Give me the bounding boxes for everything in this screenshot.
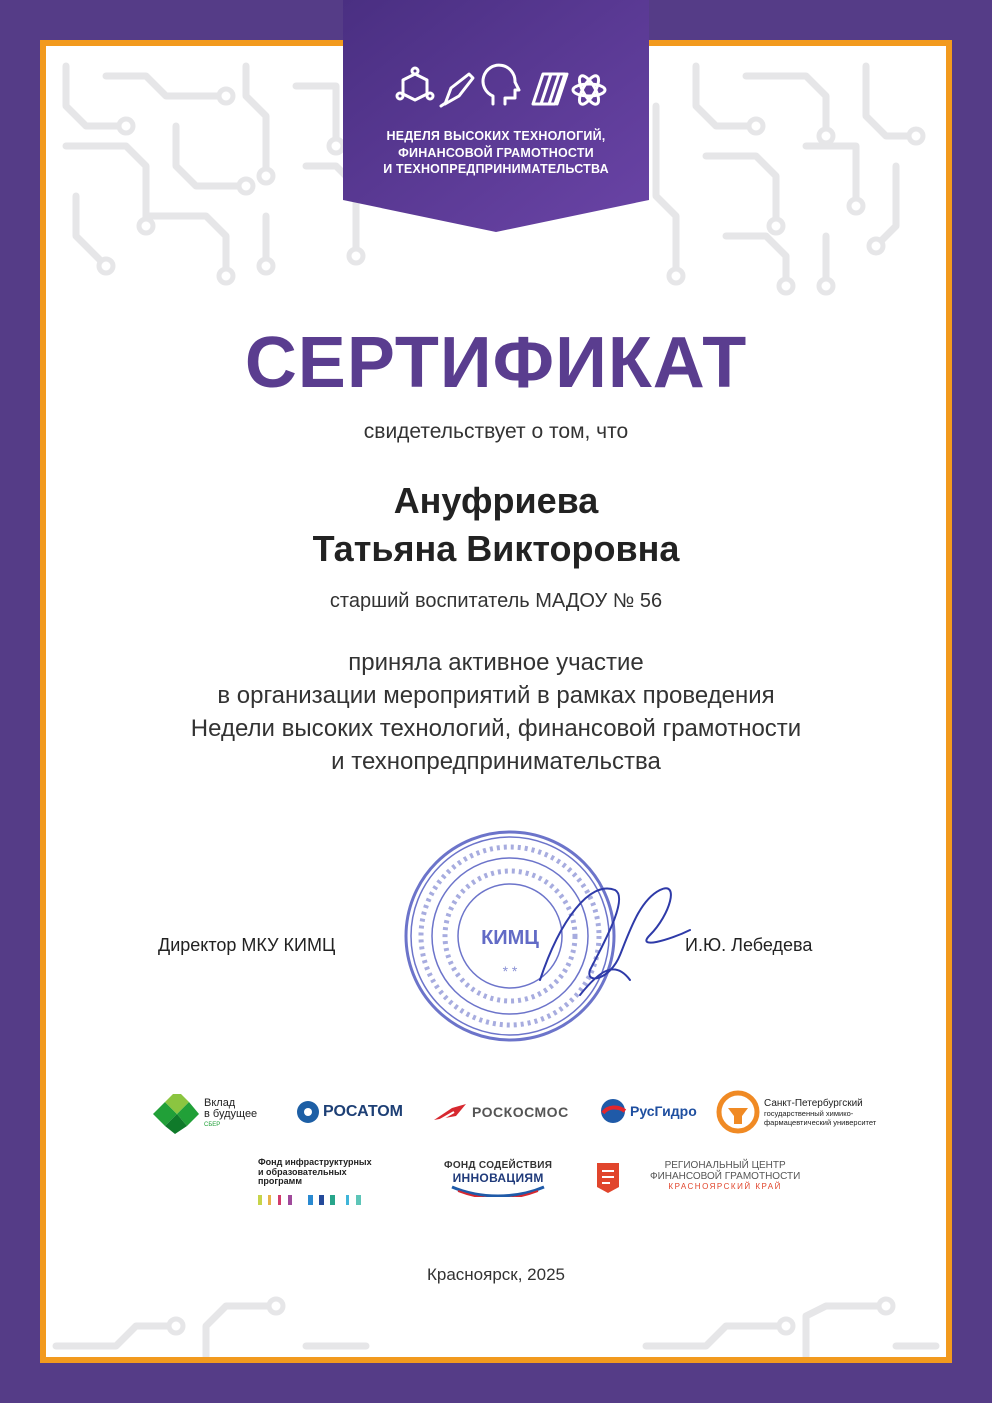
handwritten-signature xyxy=(520,860,700,1010)
spb-university-icon xyxy=(716,1090,760,1134)
vklad-line1: Вклад xyxy=(204,1096,236,1109)
logo-spb-university xyxy=(716,1090,876,1134)
fond-infra-line1: Фонд инфраструктурных xyxy=(258,1157,372,1167)
regional-line2: ФИНАНСОВОЙ ГРАМОТНОСТИ xyxy=(650,1171,801,1182)
regional-line3: КРАСНОЯРСКИЙ КРАЙ xyxy=(668,1182,782,1191)
logo-roscosmos xyxy=(432,1102,569,1122)
vklad-logo-icon xyxy=(153,1094,199,1134)
body-line: и технопредпринимательства xyxy=(331,748,661,775)
recipient-position: старший воспитатель МАДОУ № 56 xyxy=(329,590,663,612)
logo-rushydro xyxy=(600,1098,697,1124)
rosatom-label: РОСАТОМ xyxy=(323,1103,403,1120)
event-title-line: ФИНАНСОВОЙ ГРАМОТНОСТИ xyxy=(398,145,594,160)
rushydro-icon xyxy=(600,1098,628,1124)
rosatom-icon xyxy=(296,1100,320,1124)
fond-innov-flag-swoosh xyxy=(450,1185,546,1197)
circuit-pattern-bottom xyxy=(46,1286,946,1357)
vklad-line2: в будущее xyxy=(204,1107,258,1120)
body-line: приняла активное участие xyxy=(348,649,644,676)
body-line: в организации мероприятий в рамках проведения xyxy=(217,682,775,709)
fond-innov-line1: ФОНД СОДЕЙСТВИЯ xyxy=(444,1160,553,1171)
svg-text:* *: * * xyxy=(502,963,518,979)
recipient-given-names: Татьяна Викторовна xyxy=(312,528,680,569)
event-title-line: И ТЕХНОПРЕДПРИНИМАТЕЛЬСТВА xyxy=(383,162,609,176)
roscosmos-icon xyxy=(432,1102,468,1122)
event-title-line: НЕДЕЛЯ ВЫСОКИХ ТЕХНОЛОГИЙ, xyxy=(386,129,606,143)
logo-rosatom xyxy=(296,1100,403,1124)
stamp-label: КИМЦ xyxy=(481,927,539,949)
event-ribbon xyxy=(343,0,649,232)
certificate-intro: свидетельствует о том, что xyxy=(363,420,629,443)
fond-infra-bars xyxy=(258,1193,368,1207)
signatory-role: Директор МКУ КИМЦ xyxy=(158,935,336,955)
logo-regional-center xyxy=(650,1160,800,1191)
logo-vklad xyxy=(153,1094,257,1134)
regional-line1: РЕГИОНАЛЬНЫЙ ЦЕНТР xyxy=(664,1160,786,1171)
roscosmos-label: РОСКОСМОС xyxy=(472,1104,569,1120)
body-line: Недели высоких технологий, финансовой грамотности xyxy=(190,715,802,742)
vklad-sub: СБЕР xyxy=(204,1121,221,1128)
spb-line3: фармацевтический университет xyxy=(764,1117,877,1127)
certificate-body xyxy=(0,646,992,778)
fond-infra-line2: и образовательных xyxy=(258,1166,347,1177)
logo-fond-infra xyxy=(258,1158,372,1207)
city-year: Красноярск, 2025 xyxy=(426,1265,566,1284)
rushydro-label: РусГидро xyxy=(630,1103,697,1119)
event-title xyxy=(343,128,649,178)
logo-regional-center-mark xyxy=(597,1163,619,1193)
logo-fond-innovations xyxy=(444,1160,552,1197)
regional-center-icon xyxy=(597,1163,619,1193)
recipient-surname: Ануфриева xyxy=(393,480,599,521)
fond-infra-line3: программ xyxy=(258,1176,302,1186)
fond-innov-line2: ИННОВАЦИЯМ xyxy=(452,1171,544,1185)
spb-line1: Санкт-Петербургский xyxy=(764,1097,863,1109)
spb-line2: государственный химико- xyxy=(764,1108,854,1118)
signatory-name: И.Ю. Лебедева xyxy=(685,935,813,955)
certificate-title: СЕРТИФИКАТ xyxy=(244,323,748,403)
